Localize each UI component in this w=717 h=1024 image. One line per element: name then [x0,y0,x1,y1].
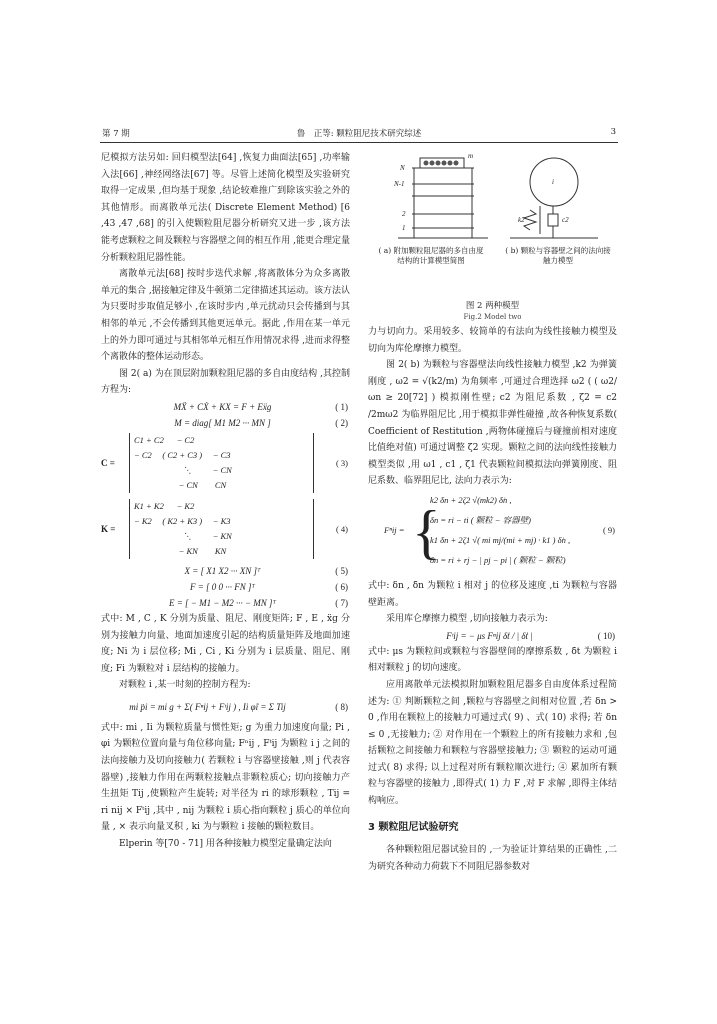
equation-1: MẌ + CẊ + KX = F + Eẍg ( 1) [173,401,348,412]
issue-label: 第 7 期 [102,129,130,139]
right-column [368,150,617,875]
subcaption-b: ( b) 颗粒与容器壁之间的法向接触力模型 [505,246,611,265]
matrix-c: C = C1 + C2 − C2 − C2 ( C2 + C3 ) − C3 ⋱ − CN − CN CN ( 3) [101,431,350,495]
equation-9: Fⁿij = { k2 δn + 2ζ2 √(mk2) δ̇n , δn = ri − ti ( 颗粒 − 容器壁) k1 δn + 2ζ1 √( mi mj/(mi + mj) · k1 ) δ̇n , δn = ri + rj − | pj − pi | ( 颗粒 − 颗粒) ( 9) [384,494,615,565]
paragraph: 尼模拟方法另如: 回归模型法[64] ,恢复力曲面法[65] ,功率输入法[66] ,神经网络法[67] 等。尽管上述简化模型及实验研究取得一定成果 ,但均基于现象 ,结论较难推广到除该实验之外的其他情形。而离散单元法( Discrete Element Method) [6 ,43 ,47 ,68] 的引入使颗粒阻尼器分析研究又进一步 ,该方法能考虑颗粒之间及颗粒与容器壁之间的相互作用 ,能更合理定量分析颗粒阻尼器性能。 [101,153,350,263]
paragraph: 各种颗粒阻尼器试验目的 ,一为验证计算结果的正确性 ,二为研究各种动力荷载下不同阻尼器参数对 [368,845,617,872]
paragraph: 式中: M , C , K 分别为质量、阻尼、刚度矩阵; F , E , ẍg 分别为接触力向量、地面加速度引起的结构质量矩阵及地面加速度; Ni 为 i 层位移; Mi , Ci , Ki 分别为 i 层质量、阻尼、刚度; Fi 为颗粒对 i 层结构的接触力。 [101,613,350,674]
paragraph: 式中: mi , Ii 为颗粒质量与惯性矩; g 为重力加速度向量; Pi , φi 为颗粒位置向量与角位移向量; Fⁿij , Fᵗij 为颗粒 i j 之间的法向接触力及切向接触力( 若颗粒 i 与容器壁接触 ,则 j 代表容器壁) ,接触力作用在两颗粒接触点非颗粒质心; 切向接触力产生扭矩 Tij ,使颗粒产生旋转; 对半径为 ri 的球形颗粒 , Tij = ri nij × Fᵗij ,其中 , nij 为颗粒 i 质心指向颗粒 j 质心的单位向量 , × 表示向量叉积 , ki 为与颗粒 i 接触的颗粒数目。 [101,722,350,833]
label-k2: k2 [518,216,525,224]
paragraph: 式中: δn , δ̇n 为颗粒 i 相对 j 的位移及速度 ,ti 为颗粒与容器壁距离。 [368,580,617,608]
paragraph: 图 2( a) 为在顶层附加颗粒阻尼器的多自由度结构 ,其控制方程为: [101,368,350,396]
paragraph: 力与切向力。采用较多、较简单的有法向为线性接触力模型及切向为库伦摩擦力模型。 [368,327,617,354]
equation-5: X = [ X1 X2 ··· XN ]ᵀ ( 5) [184,565,348,576]
label-c2: c2 [562,216,569,224]
paragraph: 离散单元法[68] 按时步迭代求解 ,将离散体分为众多离散单元的集合 ,据接触定律及牛顿第二定律描述其运动。该方法认为只要时步取值足够小 ,在该时步内 ,单元扰动只会传播到与其相邻的单元 ,不会传播到其他更远单元。据此 ,作用在某一单元上的外力即可通过与其相邻单元相互作用情况求得 ,进而求得整个离散体的整体运动形态。 [101,269,350,363]
label-m: m [468,152,474,160]
subcaption-a: ( a) 附加颗粒阻尼器的多自由度结构的计算模型简图 [378,246,484,265]
paragraph: 采用库仑摩擦力模型 ,切向接触力表示为: [386,614,548,625]
equation-8: mi p̈i = mi g + Σ( Fⁿij + Fᵗij ) , Ii φ̈i = Σ Tij ( 8) [129,701,348,712]
label-1: 1 [402,224,406,232]
label-n: N [400,164,405,172]
paragraph: 对颗粒 i ,某一时刻的控制方程为: [119,680,251,691]
running-header [102,127,616,141]
paragraph: 应用离散单元法模拟附加颗粒阻尼器多自由度体系过程简述为: ① 判断颗粒之间 ,颗粒与容器壁之间相对位置 ,若 δn > 0 ,作用在颗粒上的接触力可通过式( 9) 、式( 10) 求得; 若 δn ≤ 0 ,无接触力; ② 对作用在一个颗粒上的所有接触力求和 ,包括颗粒之间接触力和颗粒与容器壁接触力; ③ 颗粒的运动可通过式( 8) 求得; 以上过程对所有颗粒顺次进行; ④ 累加所有颗粒与容器壁的接触力 ,即得式( 1) 力 F ,对 F 求解 ,即得主体结构响应。 [368,679,617,807]
figure-caption: 图 2 两种模型 [465,301,520,311]
figure-caption-en: Fig.2 Model two [463,313,522,321]
label-n1: N-1 [394,180,405,188]
paragraph: Elperin 等[70 - 71] 用各种接触力模型定量确定法向 [119,839,332,850]
paragraph: 式中: μs 为颗粒间或颗粒与容器壁间的摩擦系数 , δ̇t 为颗粒 i 相对颗粒 j 的切向速度。 [368,646,617,674]
left-column [101,150,350,853]
paragraph: 图 2( b) 为颗粒与容器壁法向线性接触力模型 ,k2 为弹簧刚度 , ω2 = √(k2/m) 为角频率 ,可通过合理选择 ω2 ( ( ω2/ωn ≥ 20[72] ) 模拟刚性壁; c2 为阻尼系数 , ζ2 = c2 /2mω2 为临界阻尼比 ,用于模拟非弹性碰撞 ,故各种恢复系数( Coefficient of Restitution ,两物体碰撞后与碰撞前相对速度比值绝对值) 可通过调整 ζ2 实现。颗粒之间的法向线性接触力模型类似 ,用 ω1 , c1 , ζ1 代表颗粒间模拟法向弹簧刚度、阻尼系数、临界阻尼比, 法向力表示为: [368,360,617,487]
section-heading: 3 颗粒阻尼试验研究 [368,821,459,833]
equation-7: E = [ − M1 − M2 ··· − MN ]ᵀ ( 7) [168,597,348,608]
label-i: i [552,178,554,186]
label-2: 2 [402,210,406,218]
article-title-header: 鲁 正等: 颗粒阻尼技术研究综述 [296,129,422,139]
equation-10: Fᵗij = − μs Fⁿij δ̇t / | δ̇t | ( 10) [446,630,615,641]
equation-2: M = diag[ M1 M2 ··· MN ] ( 2) [174,417,348,428]
page-number: 3 [610,127,616,137]
header-rule [100,142,618,143]
figure-2 [368,150,617,300]
matrix-k: K = K1 + K2 − K2 − K2 ( K2 + K3 ) − K3 ⋱ − KN − KN KN ( 4) [101,495,350,563]
equation-6: F = [ 0 0 ··· FN ]ᵀ ( 6) [189,581,348,592]
